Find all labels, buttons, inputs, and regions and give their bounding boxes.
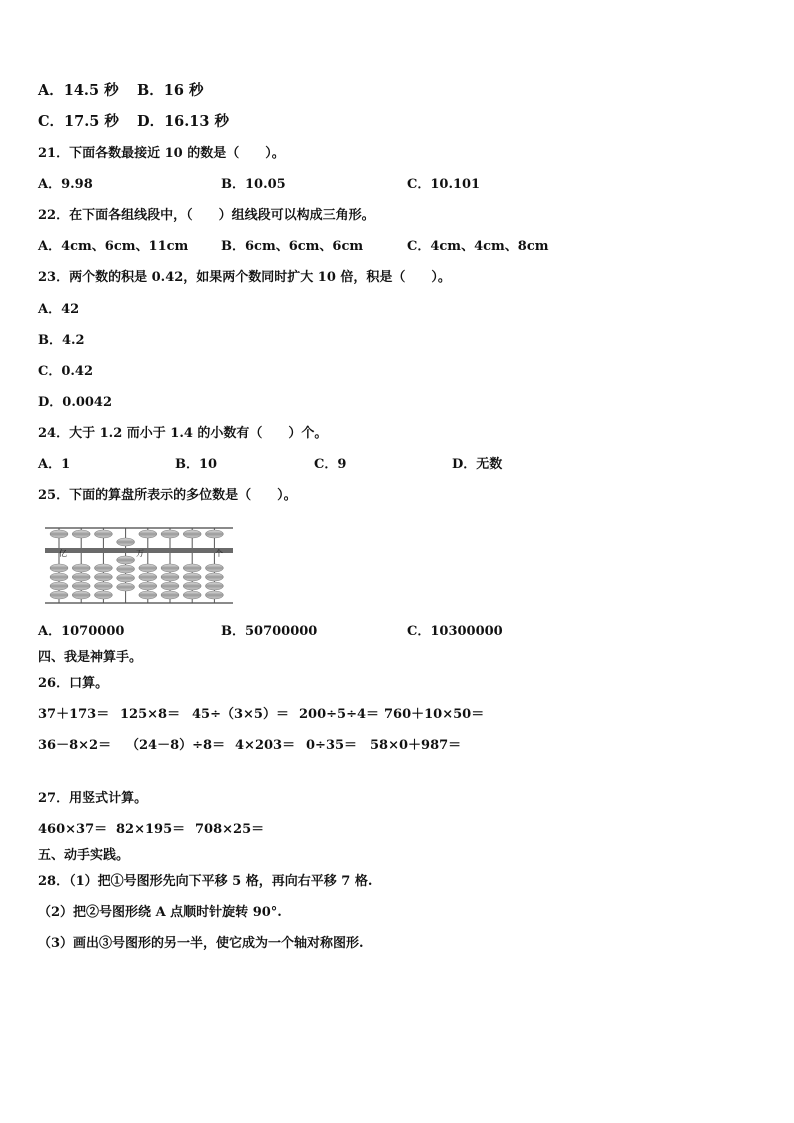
q23-stem: 23．两个数的积是 0.42，如果两个数同时扩大 10 倍，积是（ ）。 — [38, 270, 451, 285]
q26-item: 45÷（3×5）＝ — [192, 707, 289, 722]
abacus-lower-bead — [139, 564, 157, 572]
abacus-figure — [40, 522, 240, 608]
q21-stem: 21．下面各数最接近 10 的数是（ ）。 — [38, 146, 285, 161]
abacus-lower-bead — [161, 591, 179, 599]
abacus-lower-bead — [205, 591, 223, 599]
abacus-lower-bead — [50, 582, 68, 590]
q26-item: 36－8×2＝ — [38, 738, 112, 753]
abacus-lower-bead — [139, 573, 157, 581]
q26-item: 58×0＋987＝ — [370, 738, 462, 753]
q23-option-d: D．0.0042 — [38, 395, 113, 410]
q26-item: 37＋173＝ — [38, 707, 110, 722]
abacus-beads — [50, 530, 223, 599]
abacus-lower-bead — [161, 582, 179, 590]
q25-option-b: B．50700000 — [221, 624, 318, 639]
q21-option-b: B．10.05 — [221, 177, 286, 192]
abacus-upper-bead — [72, 530, 90, 538]
abacus-lower-bead — [183, 591, 201, 599]
q24-stem: 24．大于 1.2 而小于 1.4 的小数有（ ）个。 — [38, 426, 328, 441]
q26-item: 4×203＝ — [235, 738, 296, 753]
abacus-upper-bead — [50, 530, 68, 538]
q20-option-b: B．16 秒 — [137, 82, 204, 99]
abacus-lower-bead — [117, 565, 135, 573]
abacus-upper-bead — [161, 530, 179, 538]
abacus-upper-bead — [183, 530, 201, 538]
q24-option-d: D．无数 — [452, 457, 503, 472]
abacus-lower-bead — [72, 564, 90, 572]
abacus-lower-bead — [72, 573, 90, 581]
abacus-upper-bead — [139, 530, 157, 538]
q26-stem: 26．口算。 — [38, 676, 109, 691]
section-5-heading: 五、动手实践。 — [38, 848, 130, 863]
q24-option-a: A．1 — [38, 457, 71, 472]
abacus-lower-bead — [161, 564, 179, 572]
q26-item: 125×8＝ — [120, 707, 181, 722]
q21-option-c: C．10.101 — [407, 177, 481, 192]
abacus-lower-bead — [117, 583, 135, 591]
abacus-upper-bead — [205, 530, 223, 538]
abacus-label-ge: 个 — [215, 549, 223, 558]
abacus-lower-bead — [94, 564, 112, 572]
section-4-heading: 四、我是神算手。 — [38, 650, 143, 665]
q28-part-1: 28．（1）把①号图形先向下平移 5 格，再向右平移 7 格. — [38, 874, 373, 889]
q25-stem: 25．下面的算盘所表示的多位数是（ ）。 — [38, 488, 297, 503]
q28-part-2: （2）把②号图形绕 A 点顺时针旋转 90°. — [38, 905, 282, 920]
q23-option-b: B．4.2 — [38, 333, 85, 348]
q28-part-3: （3）画出③号图形的另一半，使它成为一个轴对称图形. — [38, 936, 364, 951]
q23-option-c: C．0.42 — [38, 364, 94, 379]
abacus-lower-bead — [183, 573, 201, 581]
q22-option-a: A．4cm、6cm、11cm — [38, 239, 189, 254]
abacus-lower-bead — [183, 582, 201, 590]
abacus-lower-bead — [50, 591, 68, 599]
q26-item: 200÷5÷4＝ — [299, 707, 380, 722]
abacus-lower-bead — [72, 582, 90, 590]
abacus-lower-bead — [117, 574, 135, 582]
q22-option-b: B．6cm、6cm、6cm — [221, 239, 364, 254]
abacus-lower-bead — [94, 591, 112, 599]
abacus-lower-bead — [117, 556, 135, 564]
abacus-lower-bead — [72, 591, 90, 599]
q27-item: 460×37＝ — [38, 822, 108, 837]
q22-stem: 22．在下面各组线段中，（ ）组线段可以构成三角形。 — [38, 208, 375, 223]
q20-option-a: A．14.5 秒 — [38, 82, 119, 99]
abacus-lower-bead — [205, 573, 223, 581]
q20-option-d: D．16.13 秒 — [137, 113, 230, 130]
abacus-lower-bead — [139, 582, 157, 590]
abacus-lower-bead — [50, 564, 68, 572]
abacus-lower-bead — [205, 564, 223, 572]
q23-option-a: A．42 — [38, 302, 80, 317]
q27-stem: 27．用竖式计算。 — [38, 791, 148, 806]
abacus-lower-bead — [50, 573, 68, 581]
q20-option-c: C．17.5 秒 — [38, 113, 119, 130]
q26-item: 0÷35＝ — [306, 738, 358, 753]
q25-option-a: A．1070000 — [38, 624, 125, 639]
q26-item: （24－8）÷8＝ — [126, 738, 226, 753]
abacus-lower-bead — [161, 573, 179, 581]
abacus-lower-bead — [94, 582, 112, 590]
abacus-lower-bead — [139, 591, 157, 599]
q26-item: 760＋10×50＝ — [384, 707, 485, 722]
abacus-lower-bead — [94, 573, 112, 581]
abacus-lower-bead — [205, 582, 223, 590]
abacus-lower-bead — [183, 564, 201, 572]
q24-option-c: C．9 — [314, 457, 347, 472]
q24-option-b: B．10 — [175, 457, 218, 472]
q27-item: 82×195＝ — [116, 822, 186, 837]
abacus-upper-bead — [94, 530, 112, 538]
abacus-label-yi: 亿 — [59, 549, 67, 558]
abacus-label-wan: 万 — [136, 549, 144, 558]
q21-option-a: A．9.98 — [38, 177, 93, 192]
q22-option-c: C．4cm、4cm、8cm — [407, 239, 549, 254]
q25-option-c: C．10300000 — [407, 624, 503, 639]
q27-item: 708×25＝ — [195, 822, 265, 837]
abacus-upper-bead — [117, 538, 135, 546]
